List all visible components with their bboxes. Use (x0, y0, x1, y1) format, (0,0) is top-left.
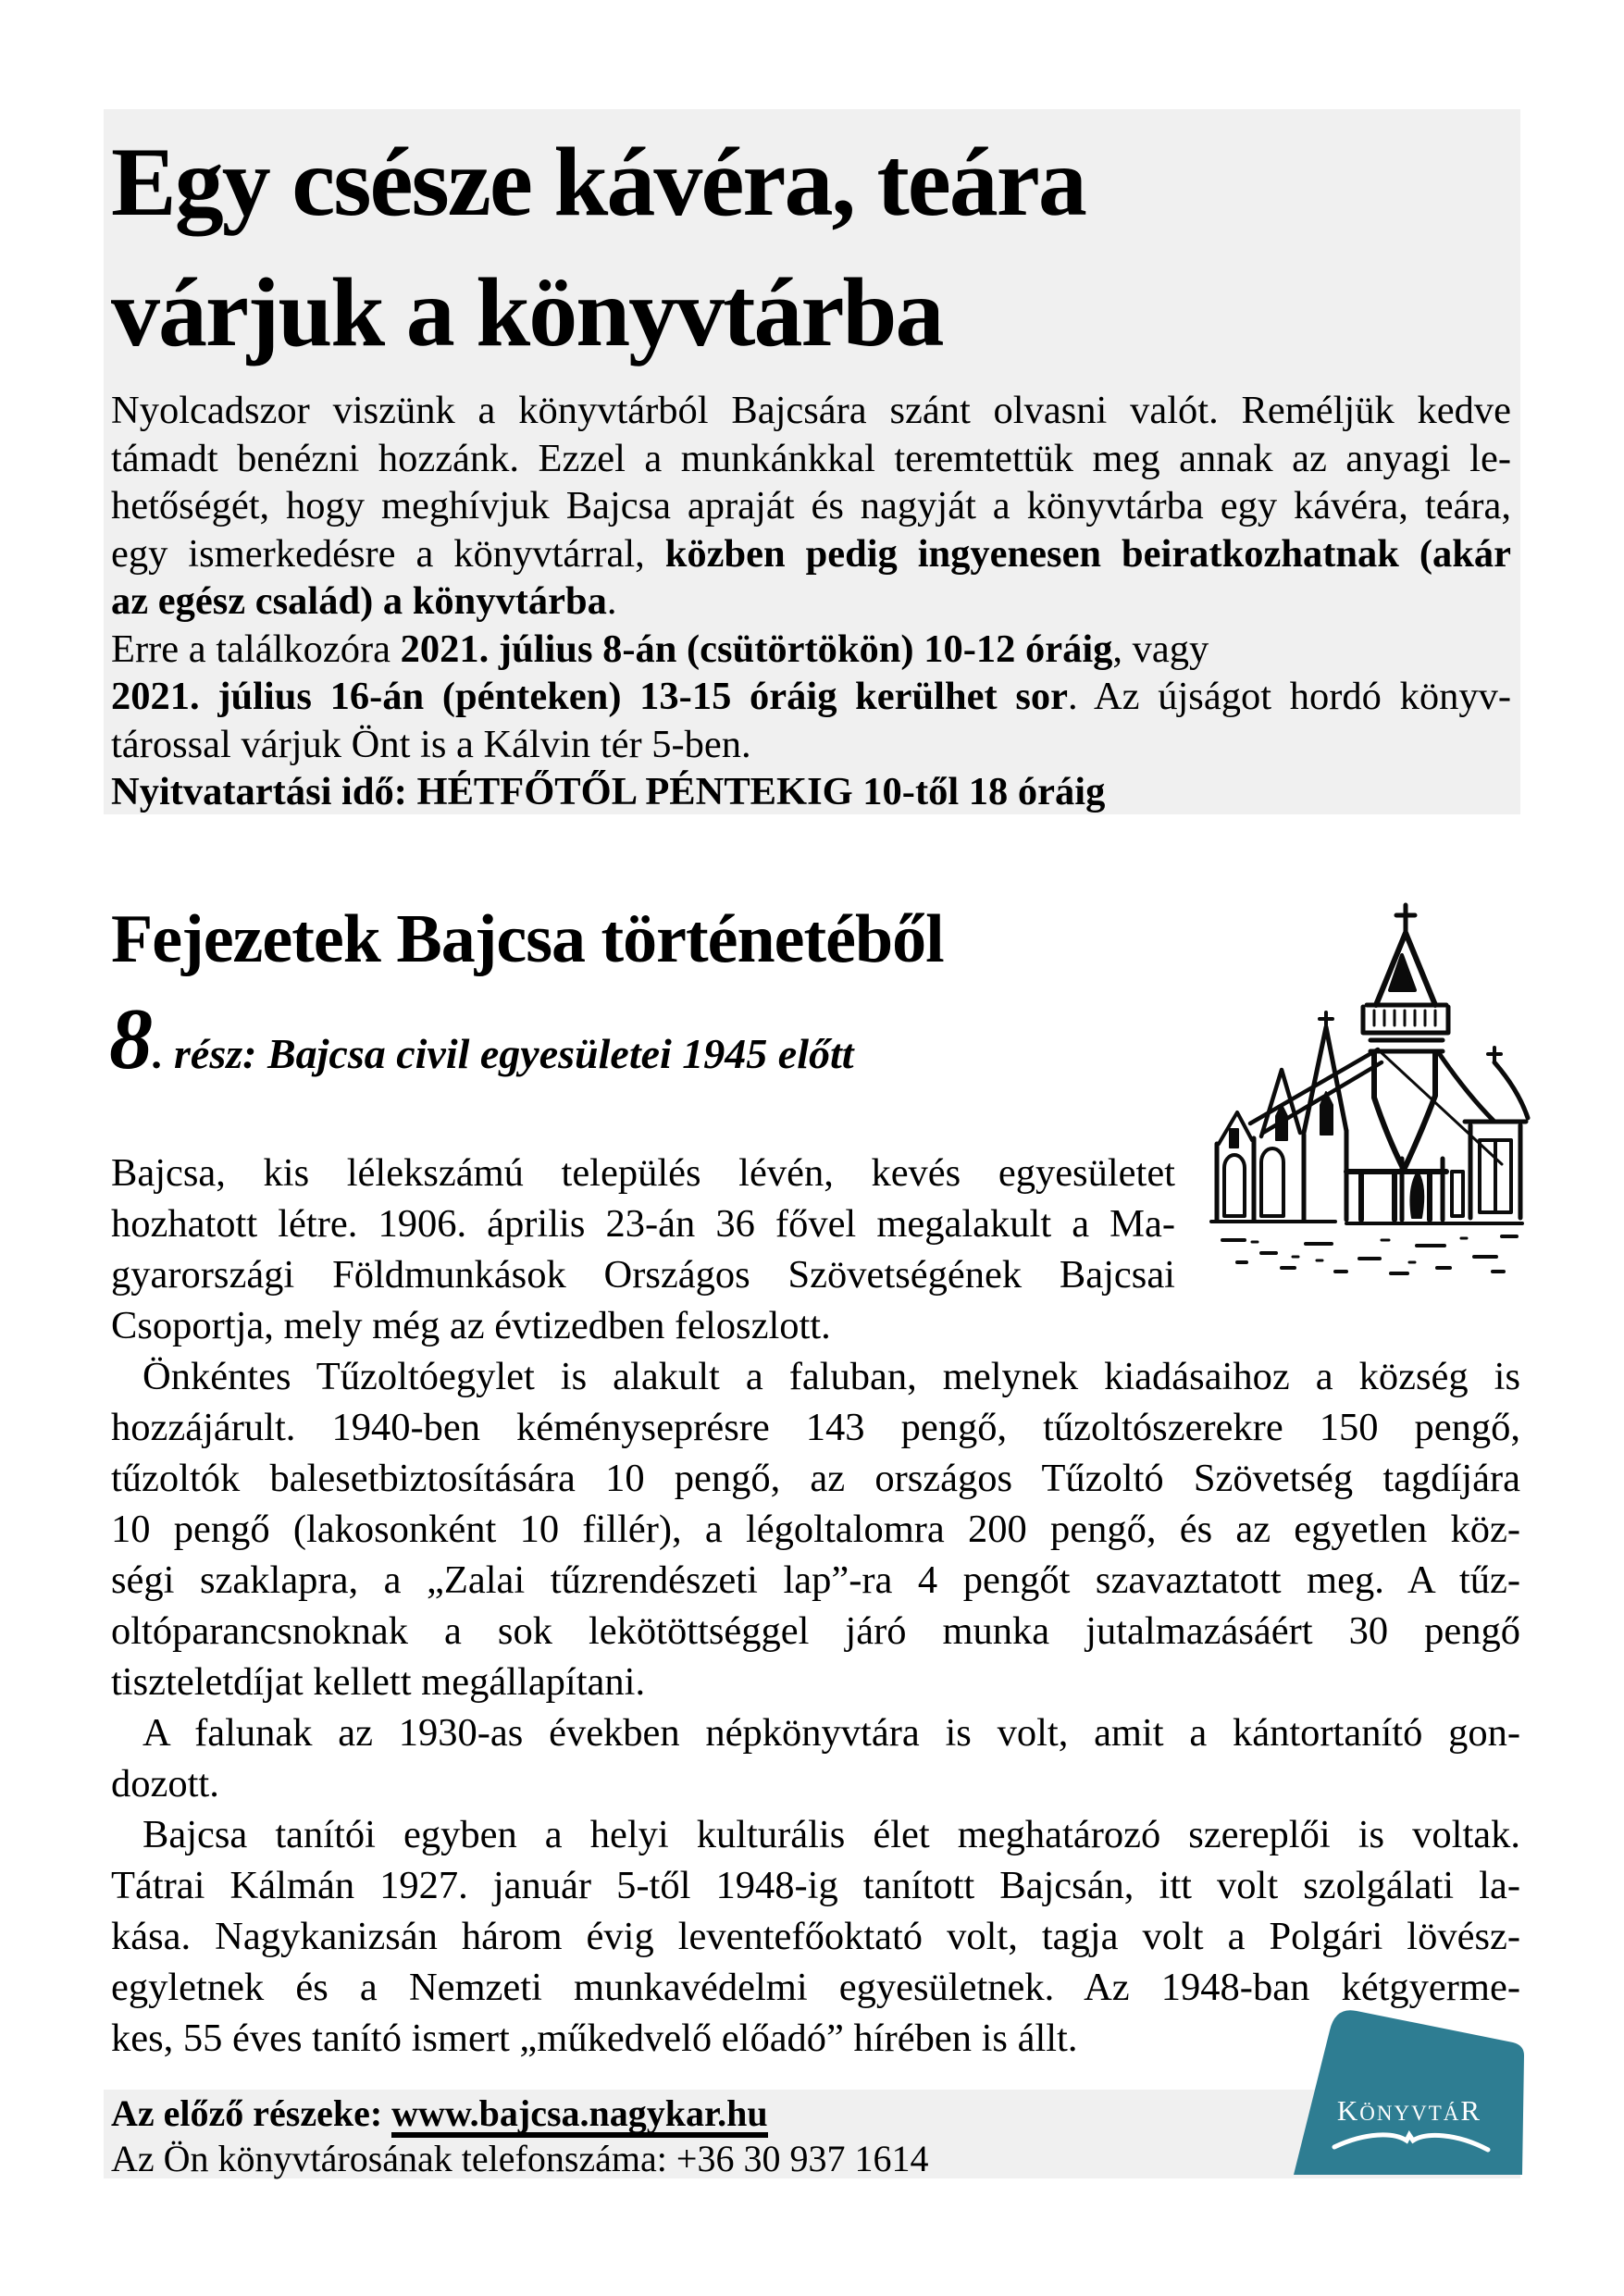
article-line: egyletnek és a Nemzeti munkavédelmi egyesületnek. Az 1948-ban kétgyerme- (111, 1966, 1520, 2009)
part-title: . rész: Bajcsa civil egyesületei 1945 előtt (153, 1030, 854, 1077)
article-line: Tátrai Kálmán 1927. január 5-től 1948-ig tanított Bajcsán, itt volt szolgálati la- (111, 1864, 1520, 1907)
title-line-2: várjuk a könyvtárba (111, 258, 943, 366)
article-line: kes, 55 éves tanító ismert „műkedvelő előadó” hírében is állt. (111, 2017, 1078, 2060)
article-line: oltóparancsnoknak a sok lekötöttséggel járó munka jutalmazásáért 30 pengő (111, 1609, 1520, 1653)
intro-line: hetőségét, hogy meghívjuk Bajcsa apraját és nagyját a könyvtárba egy kávéra, teára, (111, 484, 1511, 527)
intro-line: az egész család) a könyvtárba. (111, 579, 617, 623)
article-line: dozott. (111, 1762, 219, 1806)
header-block (104, 109, 1520, 814)
article-line: gyarországi Földmunkások Országos Szövetségének Bajcsai (111, 1253, 1175, 1297)
article-line: 10 pengő (lakosonként 10 fillér), a légoltalomra 200 pengő, és az egyetlen köz- (111, 1508, 1520, 1551)
intro-line: Erre a találkozóra 2021. július 8-án (csütörtökön) 10-12 óráig, vagy (111, 627, 1209, 671)
logo-text: KÖNYVTÁR (1336, 2094, 1482, 2127)
intro-line: 2021. július 16-án (pénteken) 13-15 óráig kerülhet sor. Az újságot hordó könyv- (111, 675, 1511, 718)
article-line: tiszteletdíjat kellett megállapítani. (111, 1660, 646, 1704)
intro-line: Nyolcadszor viszünk a könyvtárból Bajcsára szánt olvasni valót. Reméljük kedve (111, 389, 1511, 432)
intro-line: támadt benézni hozzánk. Ezzel a munkánkkal teremtettük meg annak az anyagi le- (111, 436, 1511, 480)
article-line: A falunak az 1930-as években népkönyvtára is volt, amit a kántortanító gon- (143, 1711, 1520, 1755)
article-line: tűzoltók balesetbiztosítására 10 pengő, az országos Tűzoltó Szövetség tagdíjára (111, 1457, 1520, 1500)
footer-text (111, 2092, 928, 2180)
intro-line: tárossal várjuk Önt is a Kálvin tér 5-ben. (111, 722, 751, 766)
library-logo (1286, 1999, 1531, 2180)
part-number: 8 (109, 991, 153, 1087)
part-subheading (109, 991, 854, 1087)
article-line: ségi szaklapra, a „Zalai tűzrendészeti lap”-ra 4 pengőt szavaztatott meg. A tűz- (111, 1558, 1520, 1602)
previous-parts-line: Az előző részeke: www.bajcsa.nagykar.hu (111, 2092, 928, 2138)
article-line: hozzájárult. 1940-ben kéményseprésre 143 pengő, tűzoltószerekre 150 pengő, (111, 1406, 1520, 1449)
intro-text (111, 387, 1511, 816)
article-line: hozhatott létre. 1906. április 23-án 36 fővel megalakult a Ma- (111, 1202, 1175, 1246)
article-line: kása. Nagykanizsán három évig leventefőoktató volt, tagja volt a Polgári lövész- (111, 1915, 1520, 1958)
title-line-1: Egy csésze kávéra, teára (111, 128, 1085, 236)
footer-link[interactable]: www.bajcsa.nagykar.hu (391, 2095, 767, 2138)
article-line: Bajcsa tanítói egyben a helyi kulturális élet meghatározó szereplői is voltak. (143, 1813, 1520, 1856)
page-title (111, 117, 1520, 378)
intro-line: Nyitvatartási idő: HÉTFŐTŐL PÉNTEKIG 10-től 18 óráig (111, 770, 1106, 813)
article-line: Bajcsa, kis lélekszámú település lévén, kevés egyesületet (111, 1151, 1175, 1195)
intro-line: egy ismerkedésre a könyvtárral, közben pedig ingyenesen beiratkozhatnak (akár (111, 531, 1511, 576)
article-body (111, 1148, 1520, 2064)
phone-line: Az Ön könyvtárosának telefonszáma: +36 30 937 1614 (111, 2138, 929, 2179)
article-line: Csoportja, mely még az évtizedben feloszlott. (111, 1304, 831, 1347)
article-line: Önkéntes Tűzoltóegylet is alakult a faluban, melynek kiadásaihoz a község is (143, 1355, 1520, 1398)
section-heading: Fejezetek Bajcsa történetéből (111, 901, 944, 977)
